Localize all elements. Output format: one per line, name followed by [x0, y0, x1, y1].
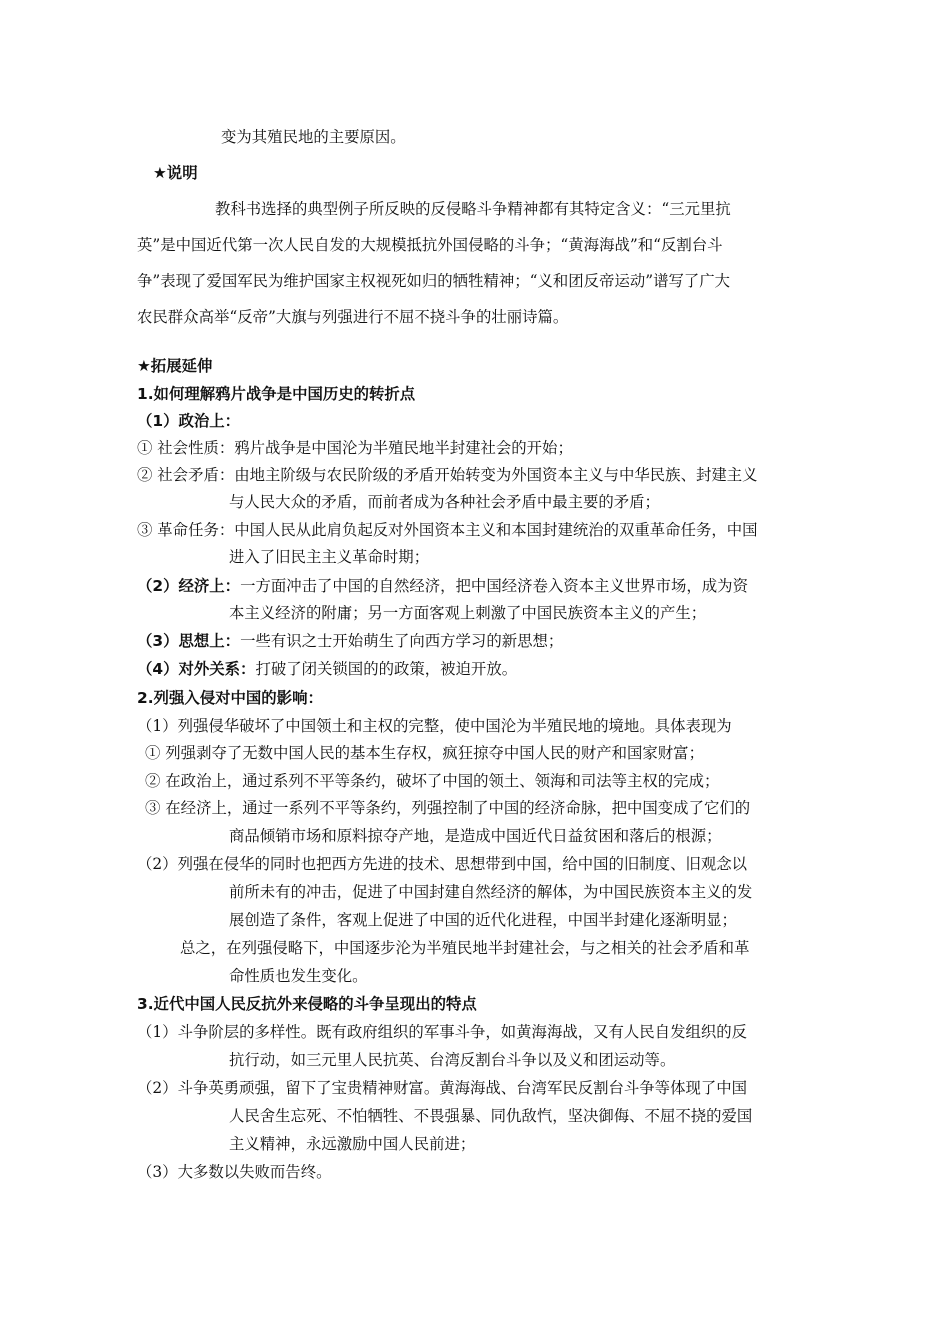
political-label: （1）政治上： — [137, 412, 241, 430]
section-3-title: 3.近代中国人民反抗外来侵略的斗争呈现出的特点 — [137, 995, 477, 1013]
list-item-cont: 抗行动，如三元里人民抗英、台湾反割台斗争以及义和团运动等。 — [229, 1051, 676, 1069]
thought-text: 一些有识之士开始萌生了向西方学习的新思想； — [240, 632, 564, 650]
list-item-cont: 前所未有的冲击，促进了中国封建自然经济的解体，为中国民族资本主义的发 — [229, 883, 753, 901]
list-item: ③ 在经济上，通过一系列不平等条约，列强控制了中国的经济命脉，把中国变成了它们的 — [145, 799, 751, 817]
list-item-cont: 主义精神，永远激励中国人民前进； — [229, 1135, 476, 1153]
intro-tail: 变为其殖民地的主要原因。 — [221, 128, 406, 146]
list-item: ① 列强剥夺了无数中国人民的基本生存权，疯狂掠夺中国人民的财产和国家财富； — [145, 744, 704, 762]
note-line: 英”是中国近代第一次人民自发的大规模抵抗外国侵略的斗争；“黄海海战”和“反割台斗 — [137, 236, 723, 254]
list-item-cont: 商品倾销市场和原料掠夺产地，是造成中国近代日益贫困和落后的根源； — [229, 827, 722, 845]
list-item: （2）列强在侵华的同时也把西方先进的技术、思想带到中国，给中国的旧制度、旧观念以 — [137, 855, 748, 873]
list-item: ② 在政治上，通过系列不平等条约，破坏了中国的领土、领海和司法等主权的完成； — [145, 772, 720, 790]
list-item-cont: 人民舍生忘死、不怕牺牲、不畏强暴、同仇敌忾，坚决御侮、不屈不挠的爱国 — [229, 1107, 753, 1125]
list-item: （1）斗争阶层的多样性。既有政府组织的军事斗争，如黄海海战，又有人民自发组织的反 — [137, 1023, 748, 1041]
economic-text-cont: 本主义经济的附庸；另一方面客观上刺激了中国民族资本主义的产生； — [229, 604, 707, 622]
extension-heading: ★拓展延伸 — [137, 357, 213, 375]
summary-line: 总之，在列强侵略下，中国逐步沦为半殖民地半封建社会，与之相关的社会矛盾和革 — [180, 939, 750, 957]
list-item: ③ 革命任务：中国人民从此肩负起反对外国资本主义和本国封建统治的双重革命任务，中国 — [137, 521, 758, 539]
note-heading: ★说明 — [153, 164, 198, 182]
economic-text: 一方面冲击了中国的自然经济，把中国经济卷入资本主义世界市场，成为资 — [240, 577, 748, 595]
list-item-cont: 与人民大众的矛盾，而前者成为各种社会矛盾中最主要的矛盾； — [229, 493, 660, 511]
summary-line: 命性质也发生变化。 — [229, 967, 368, 985]
list-item: （3）大多数以失败而告终。 — [137, 1163, 332, 1181]
list-item-cont: 进入了旧民主主义革命时期； — [229, 548, 430, 566]
note-line: 农民群众高举“反帝”大旗与列强进行不屈不挠斗争的壮丽诗篇。 — [137, 308, 569, 326]
list-item: （1）列强侵华破坏了中国领土和主权的完整，使中国沦为半殖民地的境地。具体表现为 — [137, 717, 732, 735]
note-line: 争”表现了爱国军民为维护国家主权视死如归的牺牲精神；“义和团反帝运动”谱写了广大 — [137, 272, 731, 290]
foreign-label: （4）对外关系： — [137, 660, 256, 678]
list-item: ② 社会矛盾：由地主阶级与农民阶级的矛盾开始转变为外国资本主义与中华民族、封建主义 — [137, 466, 758, 484]
section-2-title: 2.列强入侵对中国的影响： — [137, 689, 323, 707]
thought-label: （3）思想上： — [137, 632, 241, 650]
list-item: （2）斗争英勇顽强，留下了宝贵精神财富。黄海海战、台湾军民反割台斗争等体现了中国 — [137, 1079, 748, 1097]
economic-label: （2）经济上： — [137, 577, 241, 595]
note-line: 教科书选择的典型例子所反映的反侵略斗争精神都有其特定含义：“三元里抗 — [215, 200, 731, 218]
section-1-title: 1.如何理解鸦片战争是中国历史的转折点 — [137, 385, 416, 403]
list-item-cont: 展创造了条件，客观上促进了中国的近代化进程，中国半封建化逐渐明显； — [229, 911, 737, 929]
list-item: ① 社会性质：鸦片战争是中国沦为半殖民地半封建社会的开始； — [137, 439, 573, 457]
foreign-text: 打破了闭关锁国的的政策，被迫开放。 — [255, 660, 518, 678]
